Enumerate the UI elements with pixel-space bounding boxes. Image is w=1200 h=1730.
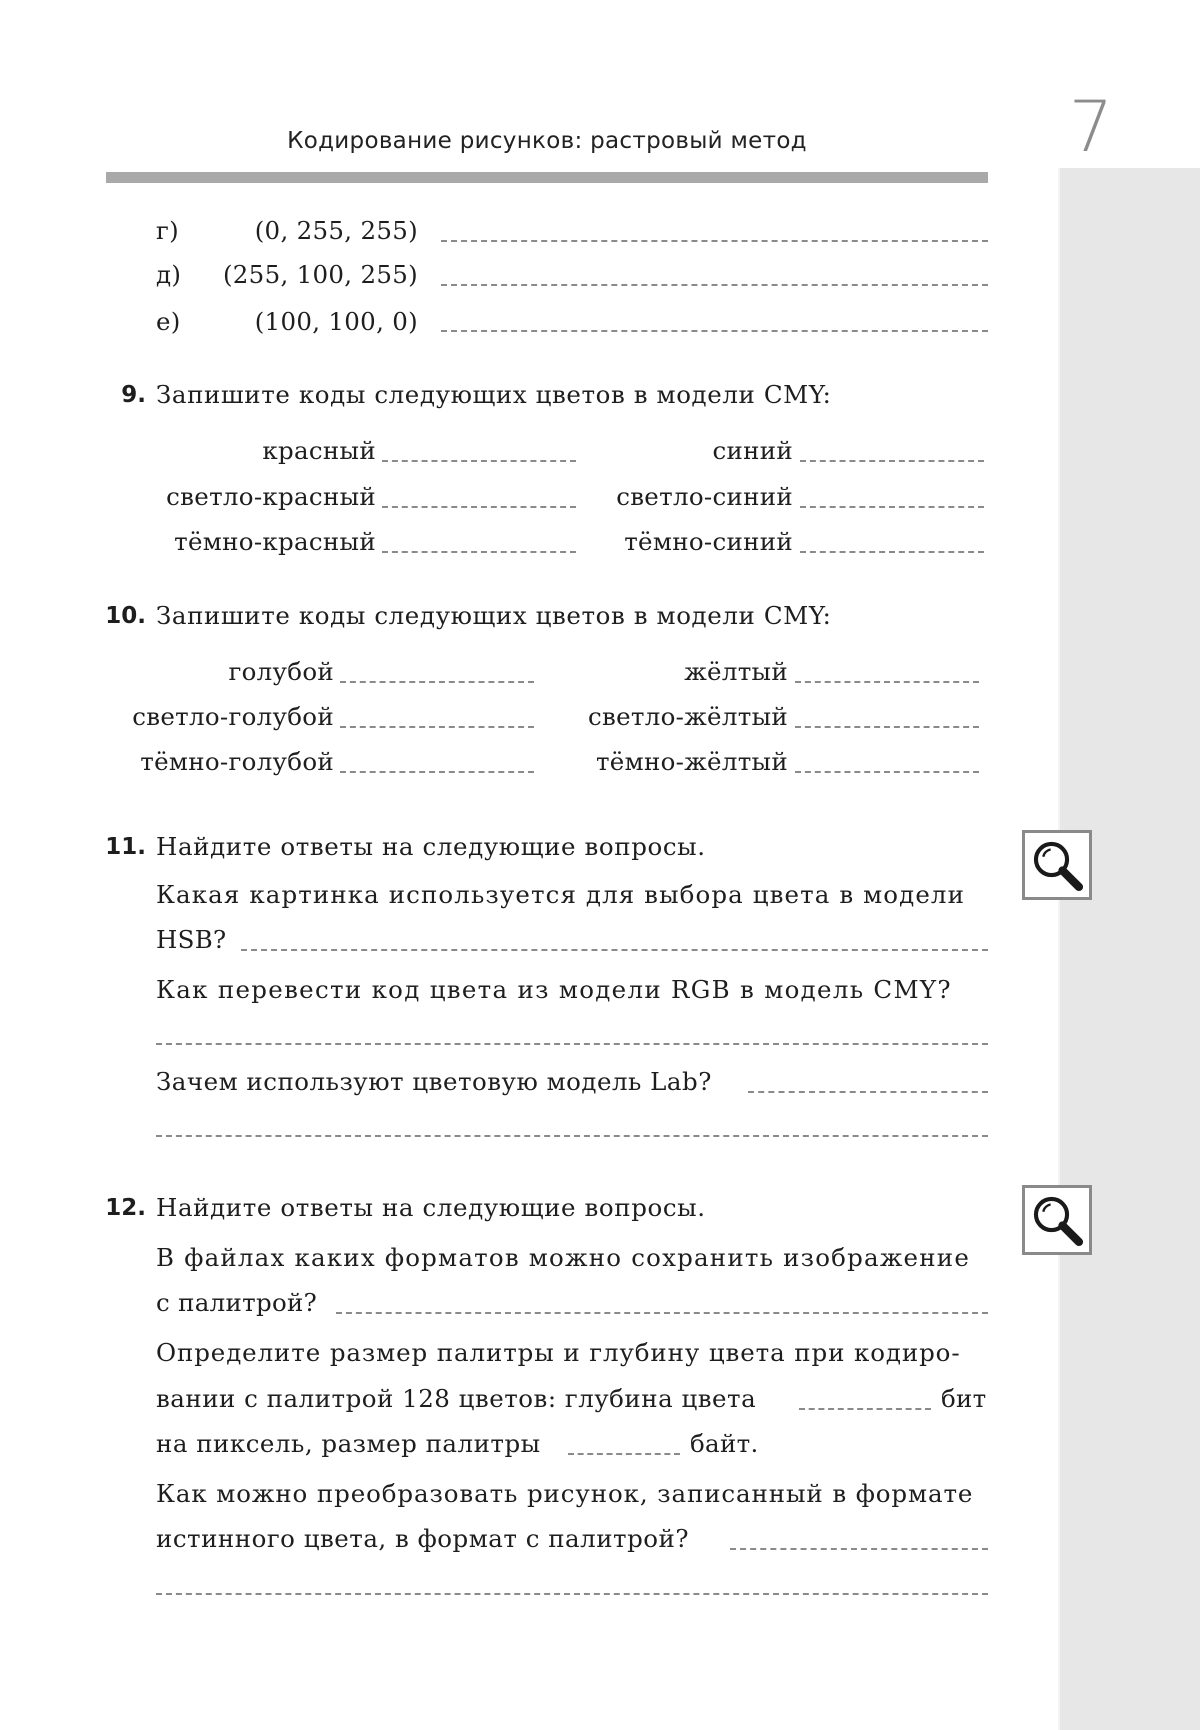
title-rule: [106, 172, 988, 183]
answer-blank[interactable]: [340, 726, 534, 728]
answer-blank[interactable]: [800, 506, 984, 508]
color-label: тёмно-жёлтый: [595, 747, 788, 776]
item-value-g: (0, 255, 255): [254, 216, 418, 245]
answer-blank[interactable]: [800, 460, 984, 462]
color-label: тёмно-голубой: [140, 747, 334, 776]
question-text: вании с палитрой 128 цветов: глубина цвета: [156, 1384, 757, 1413]
item-letter-d: д): [156, 260, 182, 289]
answer-blank[interactable]: [748, 1091, 988, 1093]
question-text: Какая картинка используется для выбора цвета в модели: [156, 880, 966, 909]
question-text: Определите размер палитры и глубину цвета при кодиро-: [156, 1338, 961, 1367]
answer-blank[interactable]: [441, 240, 988, 242]
task-number-12: 12.: [105, 1195, 146, 1221]
question-text: на пиксель, размер палитры: [156, 1429, 541, 1458]
answer-blank[interactable]: [156, 1135, 988, 1137]
magnifier-icon: [1025, 833, 1089, 897]
task-9-prompt: Запишите коды следующих цветов в модели CMY:: [156, 380, 832, 409]
question-text: бит: [941, 1384, 987, 1413]
side-margin-panel: [1058, 168, 1200, 1730]
color-label: светло-синий: [616, 482, 793, 511]
search-hint-box: [1022, 830, 1092, 900]
answer-blank[interactable]: [568, 1453, 680, 1455]
question-text: Как перевести код цвета из модели RGB в модель CMY?: [156, 975, 952, 1004]
task-11-prompt: Найдите ответы на следующие вопросы.: [156, 832, 706, 861]
color-label: тёмно-синий: [624, 527, 793, 556]
task-number-10: 10.: [105, 603, 146, 629]
answer-blank[interactable]: [340, 681, 534, 683]
search-hint-box: [1022, 1185, 1092, 1255]
answer-blank[interactable]: [340, 771, 534, 773]
question-text: Как можно преобразовать рисунок, записанный в формате: [156, 1479, 974, 1508]
answer-blank[interactable]: [156, 1043, 988, 1045]
question-text: Зачем используют цветовую модель Lab?: [156, 1067, 712, 1096]
magnifier-icon: [1025, 1188, 1089, 1252]
answer-blank[interactable]: [799, 1408, 931, 1410]
answer-blank[interactable]: [156, 1593, 988, 1595]
color-label: жёлтый: [684, 657, 788, 686]
color-label: светло-жёлтый: [587, 702, 788, 731]
answer-blank[interactable]: [441, 330, 988, 332]
question-text: В файлах каких форматов можно сохранить изображение: [156, 1243, 971, 1272]
color-label: светло-голубой: [132, 702, 334, 731]
task-12-prompt: Найдите ответы на следующие вопросы.: [156, 1193, 706, 1222]
color-label: красный: [262, 436, 376, 465]
answer-blank[interactable]: [795, 726, 979, 728]
color-label: тёмно-красный: [174, 527, 376, 556]
color-label: голубой: [228, 657, 334, 686]
item-letter-e: е): [156, 307, 181, 336]
page-number: 7: [1068, 86, 1114, 168]
answer-blank[interactable]: [441, 284, 988, 286]
question-text: байт.: [690, 1429, 759, 1458]
color-label: синий: [712, 436, 793, 465]
answer-blank[interactable]: [730, 1548, 988, 1550]
answer-blank[interactable]: [800, 551, 984, 553]
answer-blank[interactable]: [336, 1312, 988, 1314]
question-text: HSB?: [156, 925, 227, 954]
question-text: с палитрой?: [156, 1288, 318, 1317]
question-text: истинного цвета, в формат с палитрой?: [156, 1524, 689, 1553]
task-number-11: 11.: [105, 834, 146, 860]
task-10-prompt: Запишите коды следующих цветов в модели CMY:: [156, 601, 832, 630]
item-letter-g: г): [156, 216, 179, 245]
task-number-9: 9.: [121, 382, 146, 408]
color-label: светло-красный: [166, 482, 376, 511]
item-value-d: (255, 100, 255): [222, 260, 418, 289]
running-title: Кодирование рисунков: растровый метод: [287, 128, 807, 154]
answer-blank[interactable]: [795, 771, 979, 773]
answer-blank[interactable]: [241, 949, 988, 951]
answer-blank[interactable]: [795, 681, 979, 683]
item-value-e: (100, 100, 0): [254, 307, 418, 336]
